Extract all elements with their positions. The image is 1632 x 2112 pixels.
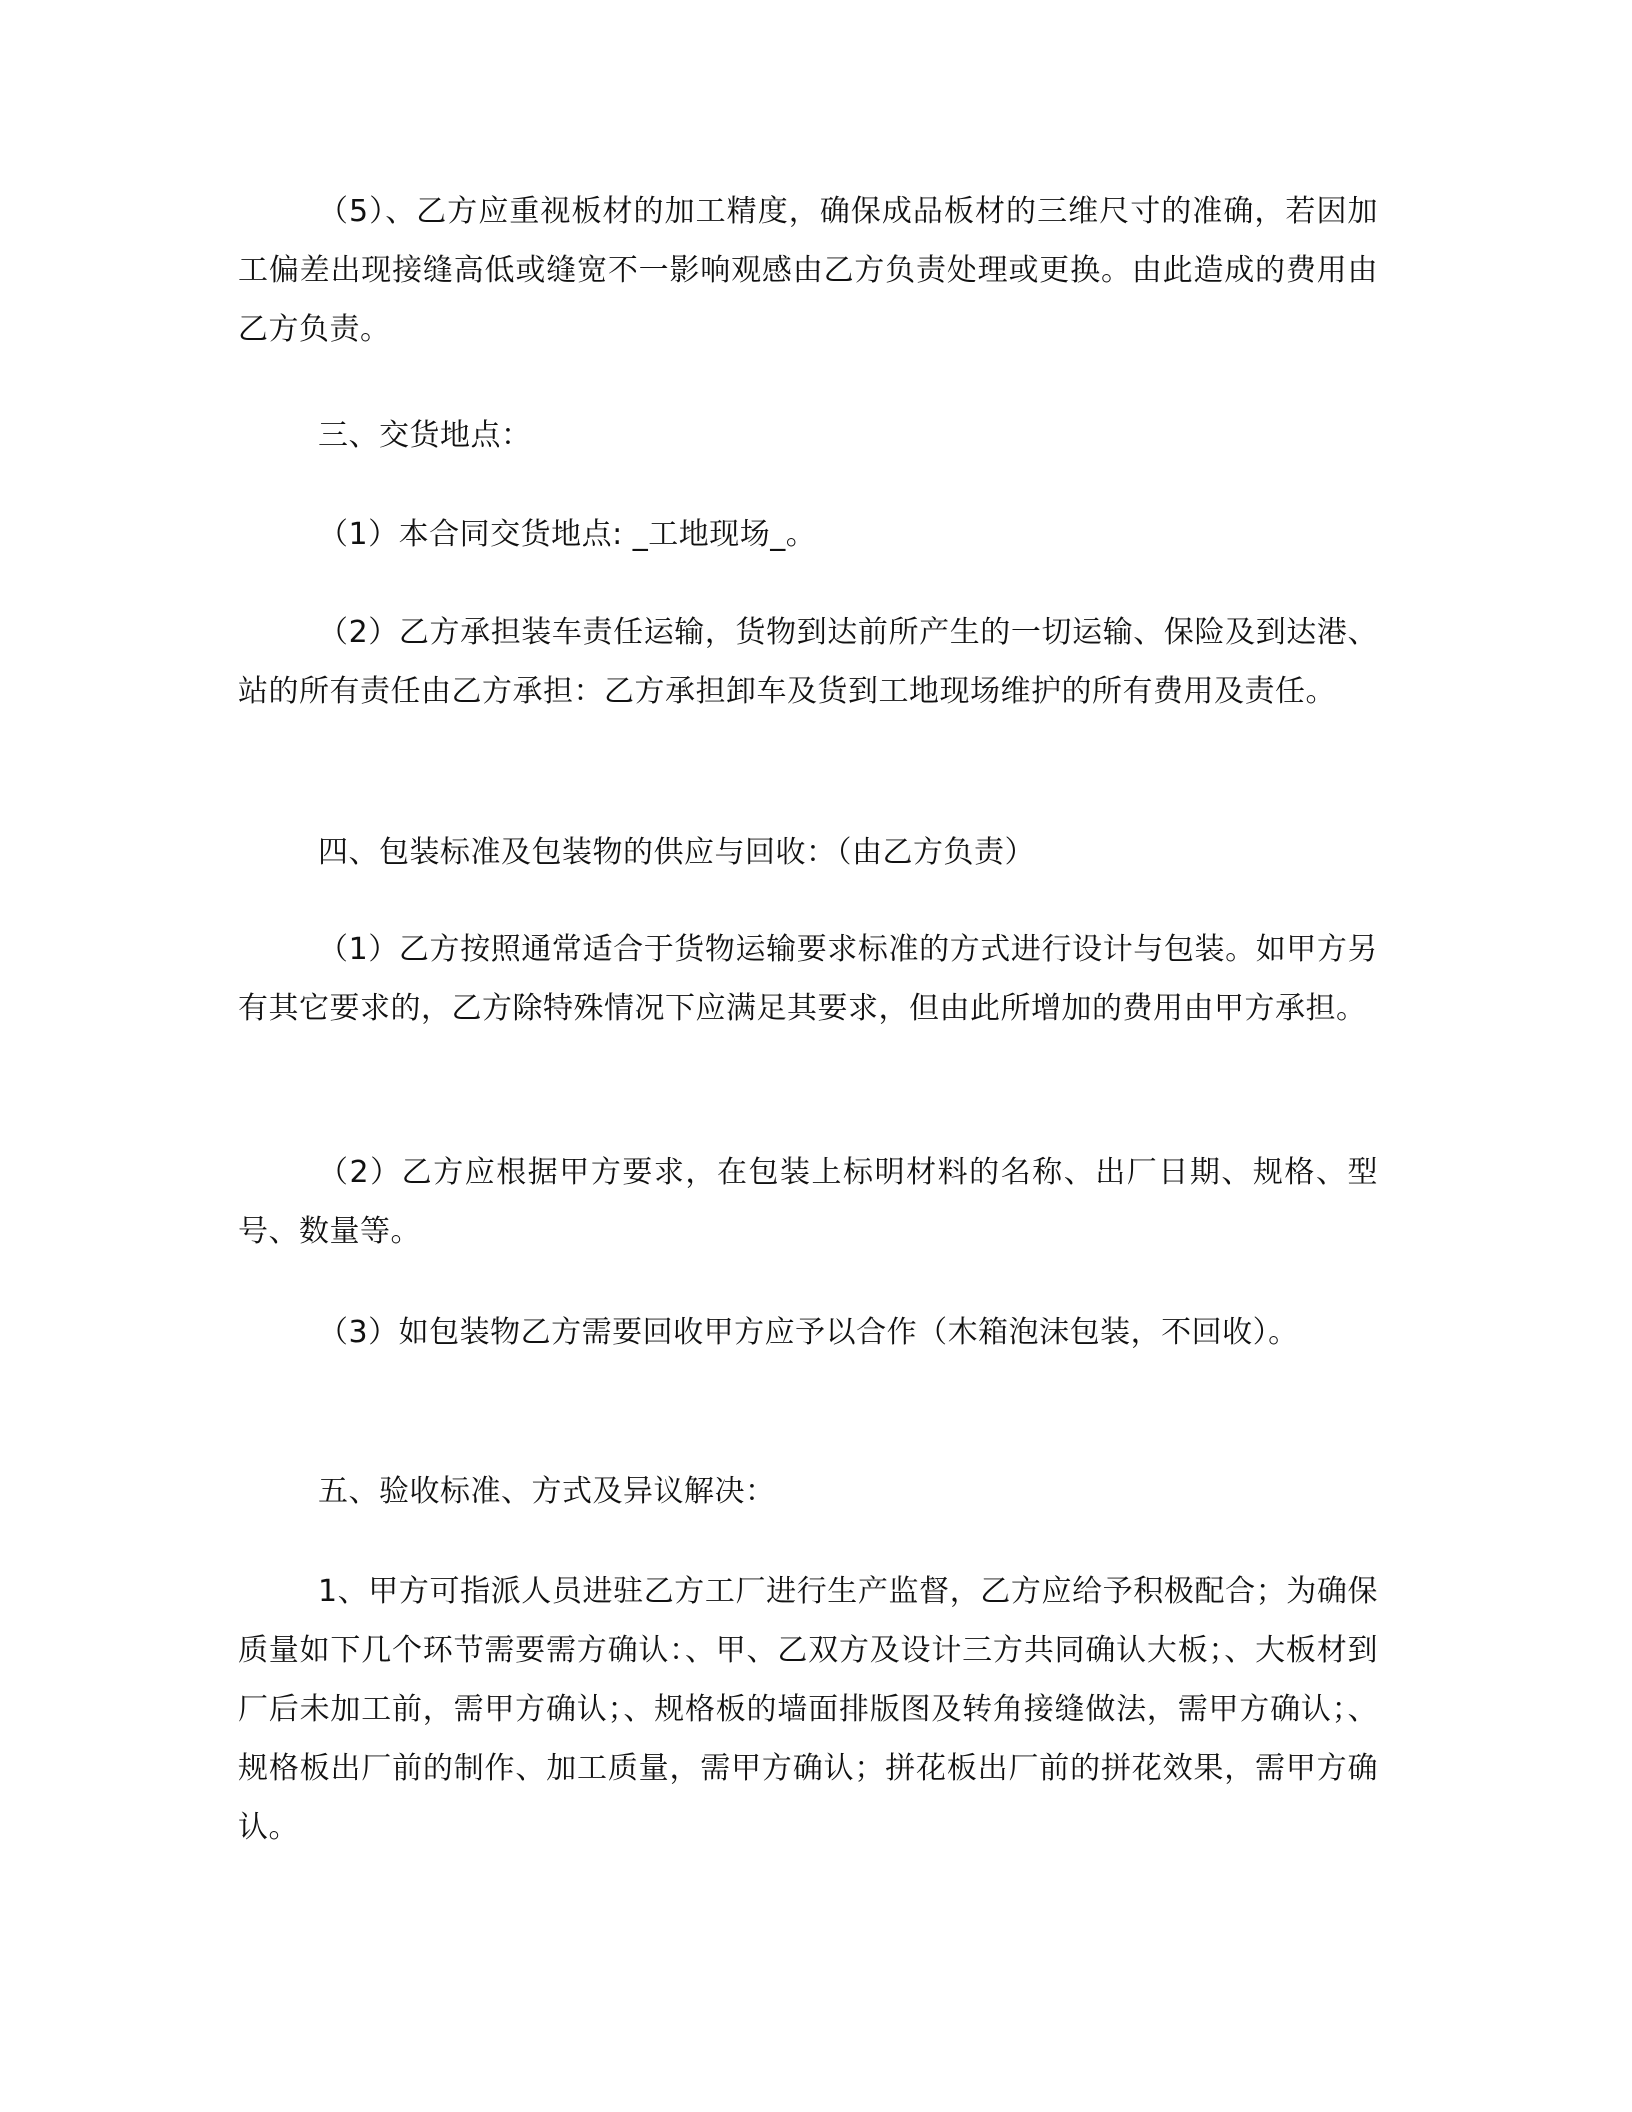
clause-5-1-paragraph: 1、甲方可指派人员进驻乙方工厂进行生产监督，乙方应给予积极配合；为确保质量如下几个环节需要需方确认：、甲、乙双方及设计三方共同确认大板；、大板材到厂后未加工前，需甲方确认；、规格板的墙面排版图及转角接缝做法，需甲方确认；、规格板出厂前的制作、加工质量，需甲方确认；拼花板出厂前的拼花效果，需甲方确认。: [238, 1574, 1378, 1845]
clause-5-paragraph: （5）、乙方应重视板材的加工精度，确保成品板材的三维尺寸的准确，若因加工偏差出现接缝高低或缝宽不一影响观感由乙方负责处理或更换。由此造成的费用由乙方负责。: [238, 194, 1378, 347]
section-5-heading: 五、验收标准、方式及异议解决：: [318, 1474, 776, 1509]
section-4-heading: 四、包装标准及包装物的供应与回收：（由乙方负责）: [318, 835, 1035, 870]
clause-4-3-paragraph: （3）如包装物乙方需要回收甲方应予以合作（木箱泡沫包装，不回收）。: [318, 1315, 1299, 1350]
section-3-heading: 三、交货地点：: [318, 418, 532, 453]
clause-4-1-paragraph: （1）乙方按照通常适合于货物运输要求标准的方式进行设计与包装。如甲方另有其它要求的，乙方除特殊情况下应满足其要求，但由此所增加的费用由甲方承担。: [238, 932, 1378, 1026]
clause-3-1-paragraph: （1）本合同交货地点: _工地现场_。: [318, 517, 817, 552]
clause-4-2-paragraph: （2）乙方应根据甲方要求，在包装上标明材料的名称、出厂日期、规格、型号、数量等。: [238, 1155, 1378, 1249]
clause-3-2-paragraph: （2）乙方承担装车责任运输，货物到达前所产生的一切运输、保险及到达港、站的所有责任由乙方承担：乙方承担卸车及货到工地现场维护的所有费用及责任。: [238, 615, 1378, 709]
